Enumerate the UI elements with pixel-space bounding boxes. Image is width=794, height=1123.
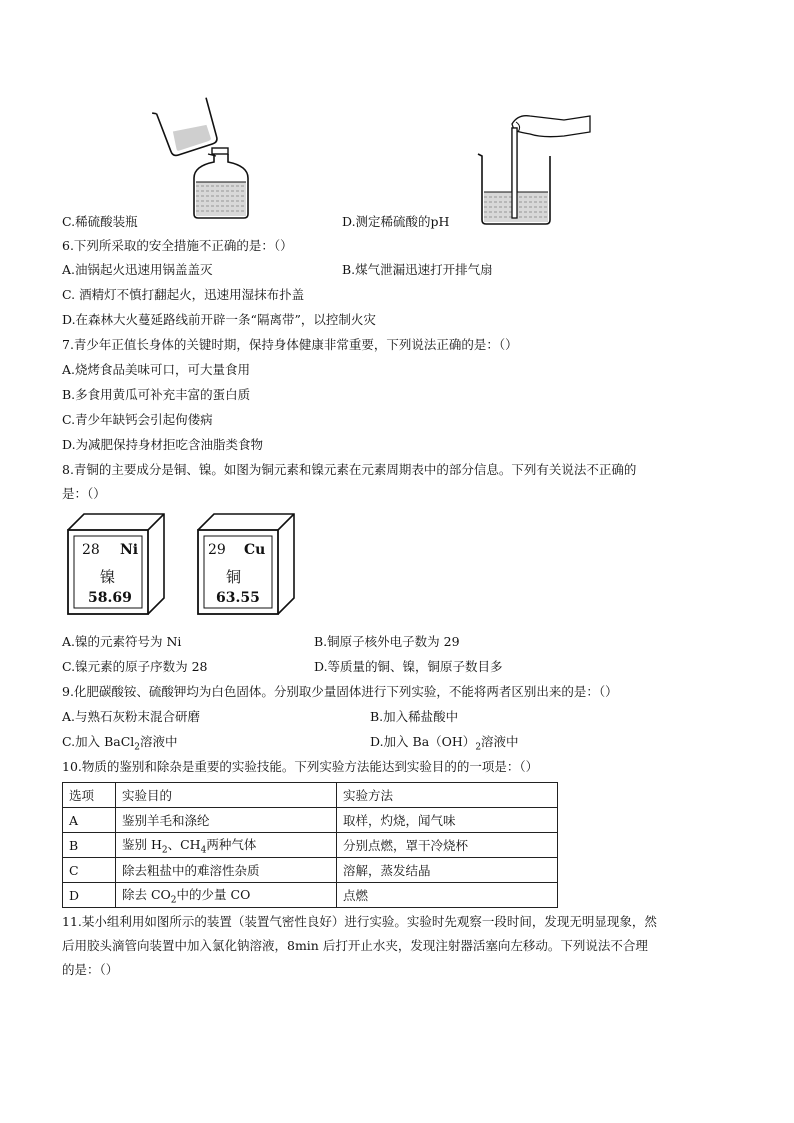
element-card-nickel (66, 512, 166, 616)
row-purpose: 除去粗盐中的难溶性杂质 (116, 858, 337, 883)
q9-option-b: B.加入稀盐酸中 (370, 709, 459, 724)
q7-option-a: A.烧烤食品美味可口，可大量食用 (62, 362, 251, 377)
row-method: 点燃 (337, 883, 558, 908)
q8-option-b: B.铜原子核外电子数为 29 (314, 634, 460, 649)
q8-stem-line1: 8.青铜的主要成分是铜、镍。如图为铜元素和镍元素在元素周期表中的部分信息。下列有关说法不正确的 (62, 462, 637, 477)
table-row (63, 808, 558, 833)
q7-option-b: B.多食用黄瓜可补充丰富的蛋白质 (62, 387, 251, 402)
q11-line3: 的是：（） (62, 962, 119, 977)
header-option: 选项 (63, 783, 116, 808)
q6-option-a: A.油锅起火迅速用锅盖盖灭 (62, 262, 213, 277)
row-option: C (63, 858, 116, 883)
q6-option-b: B.煤气泄漏迅速打开排气扇 (342, 262, 493, 277)
q11-line1: 11.某小组利用如图所示的装置（装置气密性良好）进行实验。实验时先观察一段时间，发现无明显现象，然 (62, 914, 657, 929)
figure-d-caption: D.测定稀硫酸的pH (342, 214, 450, 229)
q11-line2: 后用胶头滴管向装置中加入氯化钠溶液，8min 后打开止水夹，发现注射器活塞向左移动。下列说法不合理 (62, 938, 648, 953)
table-row (63, 833, 558, 858)
header-purpose: 实验目的 (116, 783, 337, 808)
row-purpose: 除去 $CO_2$中的少量 CO (116, 883, 337, 908)
copper-symbol: Cu (244, 542, 266, 558)
nickel-symbol: Ni (120, 542, 139, 558)
copper-atomic-number: 29 (208, 542, 226, 558)
q8-stem-line2: 是：（） (62, 486, 106, 501)
figure-pouring-into-bottle (150, 96, 260, 220)
nickel-atomic-number: 28 (82, 542, 100, 558)
row-option: B (63, 833, 116, 858)
header-method: 实验方法 (337, 783, 558, 808)
q6-stem: 6.下列所采取的安全措施不正确的是：（） (62, 238, 293, 253)
q8-option-d: D.等质量的铜、镍，铜原子数目多 (314, 659, 503, 674)
q8-option-a: A.镍的元素符号为 Ni (62, 634, 182, 649)
q7-option-c: C.青少年缺钙会引起佝偻病 (62, 412, 213, 427)
nickel-atomic-mass: 58.69 (88, 590, 132, 606)
table-header-row (63, 783, 558, 808)
q6-option-c: C. 酒精灯不慎打翻起火，迅速用湿抹布扑盖 (62, 287, 305, 302)
q7-stem: 7.青少年正值长身体的关键时期，保持身体健康非常重要，下列说法正确的是：（） (62, 337, 518, 352)
copper-name: 铜 (226, 568, 242, 586)
row-purpose: 鉴别 $H_2$、$CH_4$两种气体 (116, 833, 337, 858)
element-card-copper (196, 512, 296, 616)
row-purpose: 鉴别羊毛和涤纶 (116, 808, 337, 833)
copper-atomic-mass: 63.55 (216, 590, 260, 606)
q9-stem: 9.化肥碳酸铵、硫酸钾均为白色固体。分别取少量固体进行下列实验，不能将两者区别出来的是：（） (62, 684, 618, 699)
row-option: A (63, 808, 116, 833)
experiment-table (62, 782, 558, 908)
q7-option-d: D.为减肥保持身材拒吃含油脂类食物 (62, 437, 264, 452)
q9-option-c: C.加入 BaCl$_2$溶液中 (62, 734, 178, 753)
table-row (63, 858, 558, 883)
q10-stem: 10.物质的鉴别和除杂是重要的实验技能。下列实验方法能达到实验目的的一项是：（） (62, 759, 539, 774)
q9-option-a: A.与熟石灰粉末混合研磨 (62, 709, 201, 724)
nickel-name: 镍 (100, 568, 116, 586)
q8-option-c: C.镍元素的原子序数为 28 (62, 659, 208, 674)
figure-c-caption: C.稀硫酸装瓶 (62, 214, 138, 229)
row-method: 分别点燃，罩干冷烧杯 (337, 833, 558, 858)
table-row (63, 883, 558, 908)
q6-option-d: D.在森林大火蔓延路线前开辟一条“隔离带”，以控制火灾 (62, 312, 376, 327)
q9-option-d: D.加入 $Ba(OH)_2$溶液中 (370, 734, 519, 753)
row-method: 溶解，蒸发结晶 (337, 858, 558, 883)
row-method: 取样，灼烧，闻气味 (337, 808, 558, 833)
row-option: D (63, 883, 116, 908)
figure-measuring-ph (472, 106, 592, 226)
